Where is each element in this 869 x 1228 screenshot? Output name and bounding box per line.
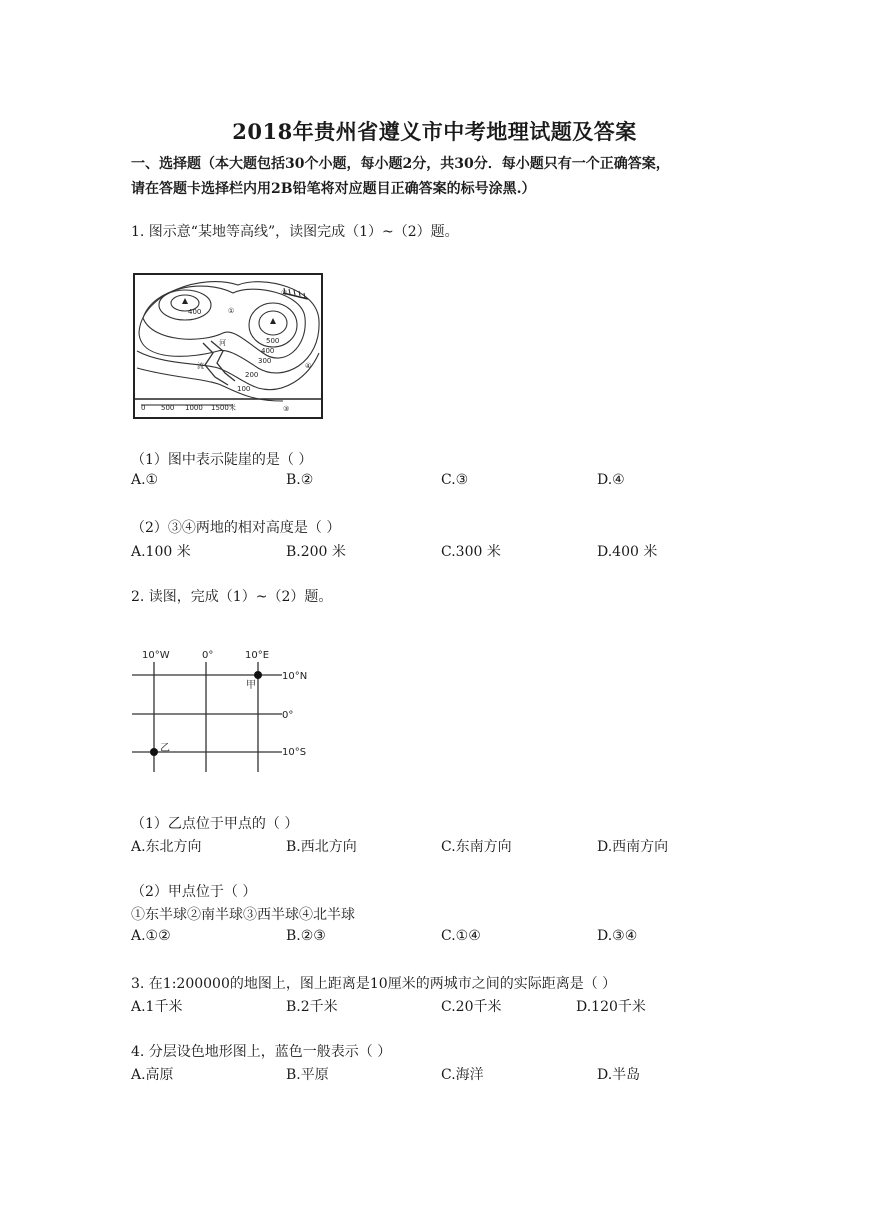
q2-sub2-option-b[interactable]: B.②③ xyxy=(286,928,326,944)
q2-stem: 2. 读图，完成（1）~（2）题。 xyxy=(131,589,333,605)
lon-label-10w: 10°W xyxy=(142,650,170,661)
scale-label: 1000 xyxy=(185,404,203,412)
point-label-2: ② xyxy=(281,289,288,297)
lon-label-10e: 10°E xyxy=(245,650,270,661)
point-label-4: ④ xyxy=(305,362,312,370)
scale-label: 0 xyxy=(141,404,146,412)
q3-stem: 3. 在1:200000的地图上，图上距离是10厘米的两城市之间的实际距离是（ ） xyxy=(131,976,617,992)
point-label-3: ③ xyxy=(283,405,290,413)
q1-stem: 1. 图示意“某地等高线”，读图完成（1）~（2）题。 xyxy=(131,224,459,240)
q1-sub2-stem: （2）③④两地的相对高度是（ ） xyxy=(131,520,341,536)
point-jia-marker xyxy=(254,671,262,679)
q1-sub2-option-c[interactable]: C.300 米 xyxy=(441,544,501,560)
q1-sub1-stem: （1）图中表示陡崖的是（ ） xyxy=(131,452,313,468)
lon-label-0: 0° xyxy=(202,650,214,661)
q3-option-c[interactable]: C.20千米 xyxy=(441,999,502,1015)
contour-map-figure xyxy=(133,273,323,419)
point-label-yi: 乙 xyxy=(160,743,170,754)
q3-option-a[interactable]: A.1千米 xyxy=(131,999,183,1015)
river-label: 河 xyxy=(219,339,226,347)
q4-option-a[interactable]: A.高原 xyxy=(131,1067,174,1083)
q1-sub1-option-d[interactable]: D.④ xyxy=(597,472,625,488)
q2-sub2-option-d[interactable]: D.③④ xyxy=(597,928,638,944)
q1-sub1-option-b[interactable]: B.② xyxy=(286,472,314,488)
q2-sub2-statements: ①东半球②南半球③西半球④北半球 xyxy=(131,907,355,923)
contour-label: 100 xyxy=(237,385,251,393)
q2-sub1-option-a[interactable]: A.东北方向 xyxy=(131,839,202,855)
q1-sub2-option-d[interactable]: D.400 米 xyxy=(597,544,658,560)
q4-option-c[interactable]: C.海洋 xyxy=(441,1067,484,1083)
q3-option-b[interactable]: B.2千米 xyxy=(286,999,338,1015)
lat-label-10n: 10°N xyxy=(282,671,308,682)
section-heading-line2: 请在答题卡选择栏内用2B铅笔将对应题目正确答案的标号涂黑.） xyxy=(131,181,536,197)
lat-label-0: 0° xyxy=(282,710,294,721)
q1-sub1-option-a[interactable]: A.① xyxy=(131,472,159,488)
q4-option-b[interactable]: B.平原 xyxy=(286,1067,329,1083)
q1-sub2-option-a[interactable]: A.100 米 xyxy=(131,544,191,560)
q3-option-d[interactable]: D.120千米 xyxy=(576,999,646,1015)
q4-stem: 4. 分层设色地形图上，蓝色一般表示（ ） xyxy=(131,1044,392,1060)
q4-option-d[interactable]: D.半岛 xyxy=(597,1067,641,1083)
scale-label: 500 xyxy=(161,404,175,412)
point-label-jia: 甲 xyxy=(246,680,256,691)
point-yi-marker xyxy=(150,748,158,756)
contour-label: 400 xyxy=(188,308,202,316)
q2-sub1-option-c[interactable]: C.东南方向 xyxy=(441,839,512,855)
q1-sub2-option-b[interactable]: B.200 米 xyxy=(286,544,346,560)
q1-sub1-option-c[interactable]: C.③ xyxy=(441,472,469,488)
river-label: 流 xyxy=(197,362,204,370)
contour-label: 500 xyxy=(266,337,280,345)
contour-label: 400 xyxy=(261,347,275,355)
q2-sub2-option-c[interactable]: C.①④ xyxy=(441,928,481,944)
q2-sub1-stem: （1）乙点位于甲点的（ ） xyxy=(131,816,299,832)
q2-sub1-option-b[interactable]: B.西北方向 xyxy=(286,839,357,855)
contour-label: 300 xyxy=(258,357,272,365)
section-heading-line1: 一、选择题（本大题包括30个小题，每小题2分，共30分．每小题只有一个正确答案， xyxy=(131,156,670,172)
q2-sub2-stem: （2）甲点位于（ ） xyxy=(131,884,257,900)
point-label-1: ① xyxy=(228,307,235,315)
contour-label: 200 xyxy=(245,371,259,379)
latlon-grid-figure xyxy=(130,640,320,775)
q2-sub1-option-d[interactable]: D.西南方向 xyxy=(597,839,669,855)
lat-label-10s: 10°S xyxy=(282,747,307,758)
scale-label: 1500米 xyxy=(211,404,236,412)
page-title: 2018年贵州省遵义市中考地理试题及答案 xyxy=(232,119,637,144)
q2-sub2-option-a[interactable]: A.①② xyxy=(131,928,171,944)
